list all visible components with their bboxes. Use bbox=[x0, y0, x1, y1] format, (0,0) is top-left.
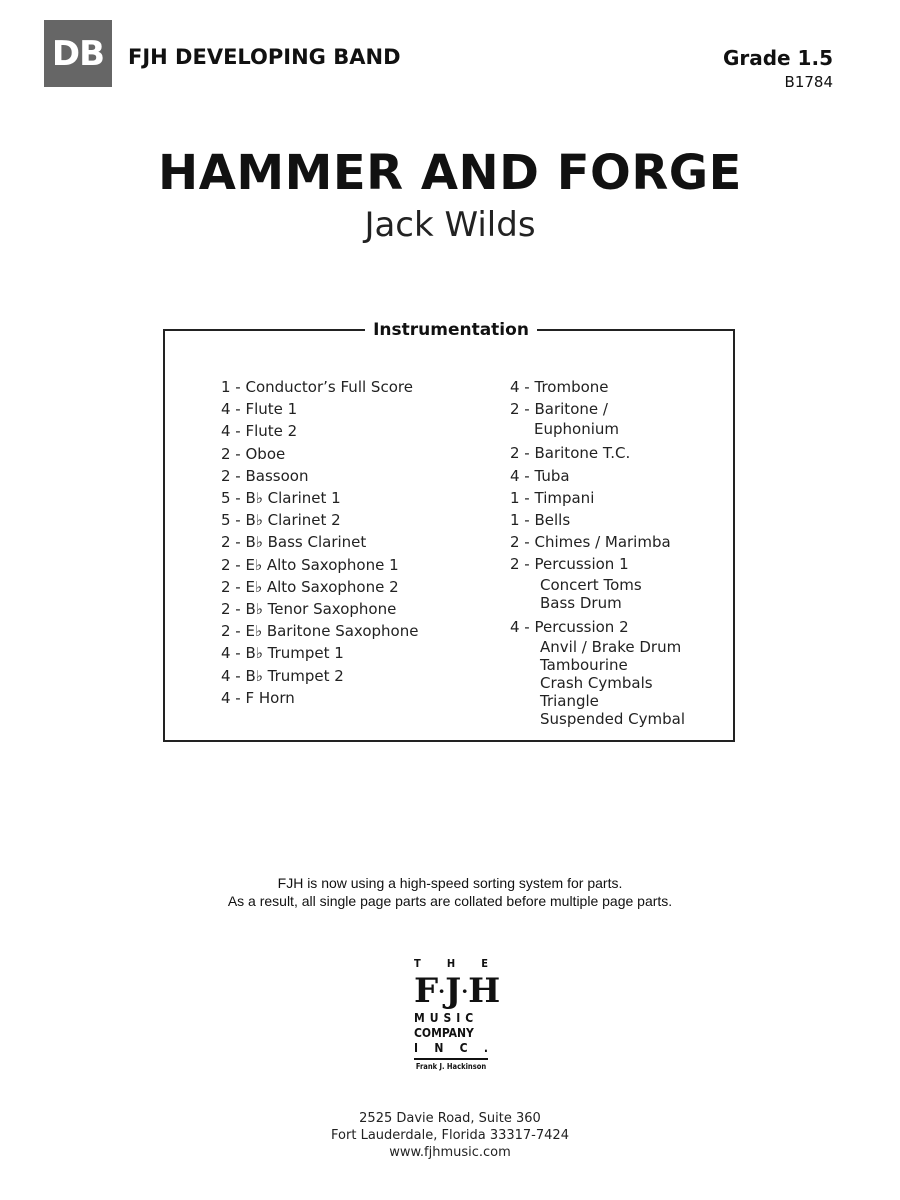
instrument-item: 4 - B♭ Trumpet 1 bbox=[221, 644, 344, 663]
catalog-number: B1784 bbox=[784, 73, 833, 91]
publisher-address bbox=[0, 1110, 900, 1161]
percussion-sub-item: Concert Toms bbox=[540, 575, 642, 594]
instrument-item bbox=[510, 398, 725, 438]
instrument-item bbox=[510, 616, 725, 728]
fjh-logo bbox=[414, 957, 501, 1071]
percussion-sub-item: Anvil / Brake Drum bbox=[540, 637, 682, 656]
logo-music: MUSIC bbox=[414, 1011, 479, 1025]
logo-inc: I N C . bbox=[414, 1041, 488, 1055]
instrument-item: 2 - Baritone T.C. bbox=[510, 444, 631, 463]
logo-fjh: F · J · H bbox=[414, 971, 501, 1011]
logo-founder: Frank J. Hackinson bbox=[415, 1062, 487, 1071]
instrument-item: 4 - Tuba bbox=[510, 466, 570, 485]
logo-company: COMPANY bbox=[414, 1026, 474, 1040]
instrument-item: 2 - E♭ Baritone Saxophone bbox=[221, 622, 419, 641]
sorting-notice bbox=[0, 874, 900, 910]
logo-the: T H E bbox=[414, 957, 488, 970]
piece-title: HAMMER AND FORGE bbox=[158, 145, 742, 201]
instrument-label-continued: Euphonium bbox=[534, 420, 619, 439]
logo-rule bbox=[414, 1058, 488, 1060]
percussion-sub-item: Bass Drum bbox=[540, 593, 622, 612]
instrument-item: 2 - Oboe bbox=[221, 444, 286, 463]
address-line: 2525 Davie Road, Suite 360 bbox=[359, 1111, 541, 1126]
instrument-label: 4 - Percussion 2 bbox=[510, 617, 629, 636]
instrument-item: 4 - B♭ Trumpet 2 bbox=[221, 666, 344, 685]
instrumentation-right-column bbox=[510, 376, 725, 728]
instrument-item: 2 - B♭ Bass Clarinet bbox=[221, 533, 367, 552]
percussion-sub-item: Suspended Cymbal bbox=[540, 709, 685, 728]
instrument-item: 2 - E♭ Alto Saxophone 2 bbox=[221, 577, 399, 596]
instrument-label: 2 - Baritone / bbox=[510, 400, 608, 419]
instrument-item: 1 - Timpani bbox=[510, 488, 595, 507]
instrument-item: 2 - Bassoon bbox=[221, 466, 309, 485]
address-line: Fort Lauderdale, Florida 33317-7424 bbox=[331, 1128, 569, 1143]
instrument-item: 2 - Chimes / Marimba bbox=[510, 533, 671, 552]
instrument-item: 4 - Flute 2 bbox=[221, 422, 298, 441]
instrumentation-left-column bbox=[221, 376, 481, 709]
instrument-item: 4 - F Horn bbox=[221, 688, 295, 707]
instrument-item bbox=[510, 553, 725, 611]
notice-line: As a result, all single page parts are collated before multiple page parts. bbox=[227, 893, 673, 909]
notice-line: FJH is now using a high-speed sorting system for parts. bbox=[277, 875, 623, 891]
composer-name: Jack Wilds bbox=[364, 205, 536, 245]
series-badge: DB bbox=[44, 20, 112, 87]
instrumentation-box bbox=[163, 320, 735, 742]
instrument-item: 2 - E♭ Alto Saxophone 1 bbox=[221, 555, 399, 574]
percussion-sub-item: Tambourine bbox=[540, 655, 628, 674]
instrumentation-heading: Instrumentation bbox=[165, 320, 737, 340]
instrument-item: 5 - B♭ Clarinet 1 bbox=[221, 489, 341, 508]
instrument-item: 2 - B♭ Tenor Saxophone bbox=[221, 600, 397, 619]
website-link[interactable]: www.fjhmusic.com bbox=[389, 1145, 511, 1160]
instrument-item: 4 - Trombone bbox=[510, 378, 609, 396]
series-name: FJH DEVELOPING BAND bbox=[128, 45, 401, 69]
instrument-item: 4 - Flute 1 bbox=[221, 400, 298, 419]
grade-level: Grade 1.5 bbox=[722, 46, 833, 70]
percussion-sub-item: Triangle bbox=[540, 691, 599, 710]
instrument-item: 1 - Conductor’s Full Score bbox=[221, 378, 413, 396]
percussion-sub-item: Crash Cymbals bbox=[540, 673, 653, 692]
instrument-item: 1 - Bells bbox=[510, 511, 571, 530]
instrument-item: 5 - B♭ Clarinet 2 bbox=[221, 511, 341, 530]
instrument-label: 2 - Percussion 1 bbox=[510, 555, 629, 574]
